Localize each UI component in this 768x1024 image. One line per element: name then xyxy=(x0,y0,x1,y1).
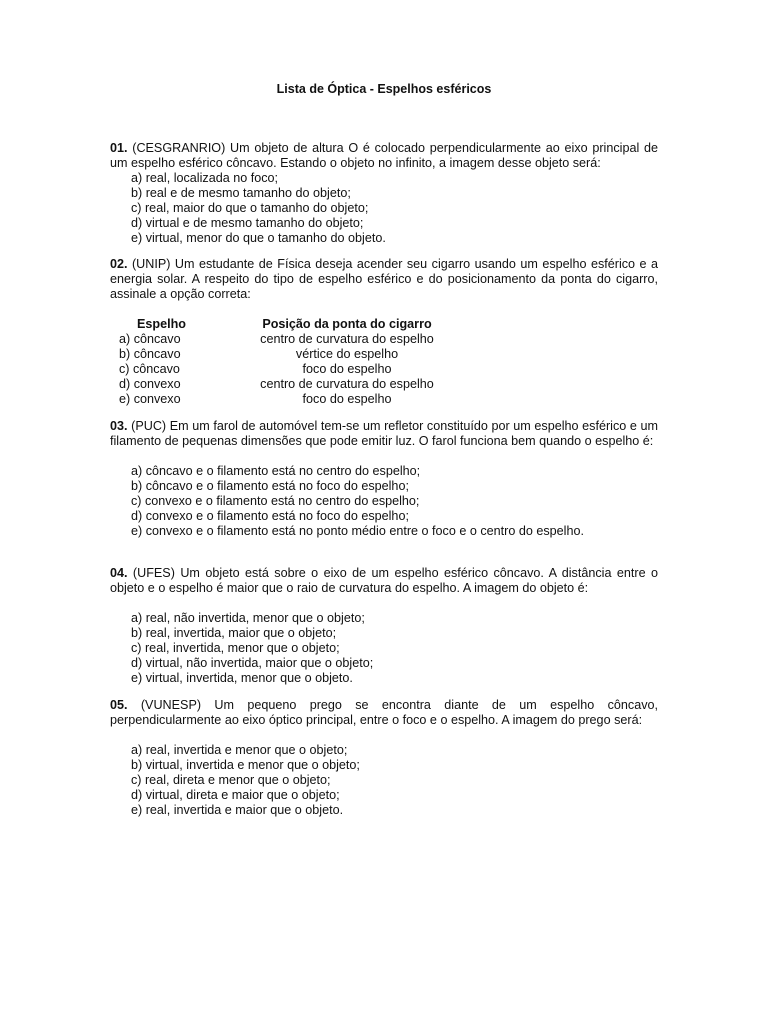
option-e: e) convexo e o filamento está no ponto médio entre o foco e o centro do espelho. xyxy=(131,524,584,538)
option-c: c) real, maior do que o tamanho do objeto; xyxy=(131,201,369,215)
table-cell: vértice do espelho xyxy=(295,347,399,361)
question-04 xyxy=(110,566,658,686)
option-e: e) virtual, invertida, menor que o objeto. xyxy=(131,671,353,685)
option-b: b) real e de mesmo tamanho do objeto; xyxy=(131,186,351,200)
option-d: d) virtual, não invertida, maior que o objeto; xyxy=(131,656,374,670)
table-cell: foco do espelho xyxy=(302,362,392,376)
option-b: b) real, invertida, maior que o objeto; xyxy=(131,626,337,640)
option-a: a) real, não invertida, menor que o objeto; xyxy=(131,611,365,625)
question-03 xyxy=(110,419,658,539)
question-05 xyxy=(110,698,658,818)
question-04-number: 04. xyxy=(110,566,128,580)
question-05-options xyxy=(110,743,658,818)
question-02-number: 02. xyxy=(110,257,128,271)
question-03-number: 03. xyxy=(110,419,128,433)
question-03-stem xyxy=(110,419,658,449)
question-02-stem xyxy=(110,257,658,302)
question-03-text: (PUC) Em um farol de automóvel tem-se um refletor constituído por um espelho esférico e um filamento de pequenas dimensões que pode emitir luz. O farol funciona bem quando o espelho é: xyxy=(110,419,658,448)
table-cell: d) convexo xyxy=(119,377,181,391)
question-02-text: (UNIP) Um estudante de Física deseja acender seu cigarro usando um espelho esférico e a energia solar. A respeito do tipo de espelho esférico e do posicionamento da ponta do cigarro, assinale a opção correta: xyxy=(110,257,658,301)
option-d: d) virtual e de mesmo tamanho do objeto; xyxy=(131,216,364,230)
question-01-number: 01. xyxy=(110,141,128,155)
question-04-options xyxy=(110,611,658,686)
option-c: c) real, direta e menor que o objeto; xyxy=(131,773,331,787)
document-title: Lista de Óptica - Espelhos esféricos xyxy=(276,82,492,96)
column-header-position: Posição da ponta do cigarro xyxy=(262,317,432,331)
option-b: b) côncavo e o filamento está no foco do espelho; xyxy=(131,479,409,493)
table-row xyxy=(119,347,445,362)
table-cell: a) côncavo xyxy=(119,332,181,346)
table-cell: c) côncavo xyxy=(119,362,180,376)
question-01 xyxy=(110,141,658,246)
table-cell: foco do espelho xyxy=(302,392,392,406)
question-05-number: 05. xyxy=(110,698,128,712)
option-a: a) côncavo e o filamento está no centro do espelho; xyxy=(131,464,421,478)
question-05-stem xyxy=(110,698,658,728)
option-b: b) virtual, invertida e menor que o objeto; xyxy=(131,758,360,772)
option-e: e) virtual, menor do que o tamanho do objeto. xyxy=(131,231,386,245)
option-d: d) convexo e o filamento está no foco do espelho; xyxy=(131,509,409,523)
option-a: a) real, localizada no foco; xyxy=(131,171,279,185)
question-04-text: (UFES) Um objeto está sobre o eixo de um espelho esférico côncavo. A distância entre o objeto e o espelho é maior que o raio de curvatura do espelho. A imagem do objeto é: xyxy=(110,566,658,595)
question-01-options xyxy=(110,171,658,246)
table-cell: centro de curvatura do espelho xyxy=(260,377,434,391)
question-01-stem xyxy=(110,141,658,171)
option-c: c) real, invertida, menor que o objeto; xyxy=(131,641,340,655)
question-04-stem xyxy=(110,566,658,596)
table-cell: centro de curvatura do espelho xyxy=(260,332,434,346)
table-cell: e) convexo xyxy=(119,392,181,406)
table-cell: b) côncavo xyxy=(119,347,181,361)
question-05-text: (VUNESP) Um pequeno prego se encontra diante de um espelho côncavo, perpendicularmente ao eixo óptico principal, entre o foco e o espelho. A imagem do prego será: xyxy=(110,698,658,727)
option-a: a) real, invertida e menor que o objeto; xyxy=(131,743,348,757)
question-02 xyxy=(110,257,658,407)
column-header-mirror: Espelho xyxy=(137,317,186,331)
table-row xyxy=(119,362,445,377)
table-header-row xyxy=(119,317,445,332)
option-c: c) convexo e o filamento está no centro do espelho; xyxy=(131,494,420,508)
table-row xyxy=(119,332,445,347)
mirror-position-table xyxy=(119,317,445,407)
table-row xyxy=(119,392,445,407)
option-d: d) virtual, direta e maior que o objeto; xyxy=(131,788,340,802)
table-row xyxy=(119,377,445,392)
question-01-text: (CESGRANRIO) Um objeto de altura O é colocado perpendicularmente ao eixo principal de um espelho esférico côncavo. Estando o objeto no infinito, a imagem desse objeto será: xyxy=(110,141,658,170)
option-e: e) real, invertida e maior que o objeto. xyxy=(131,803,344,817)
question-03-options xyxy=(110,464,658,539)
